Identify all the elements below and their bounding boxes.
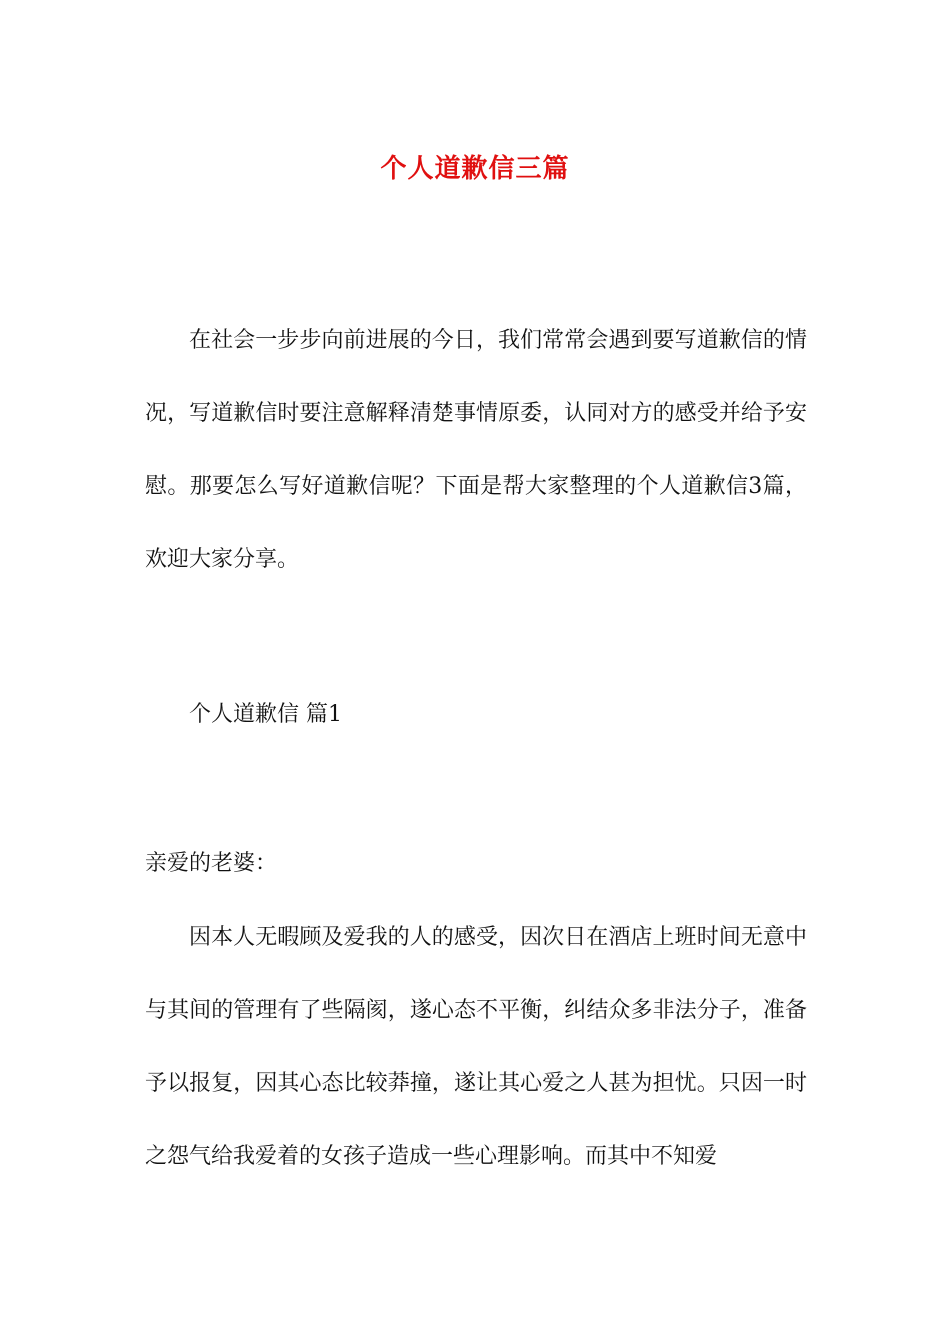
letter-body-paragraph: 因本人无暇顾及爱我的人的感受，因次日在酒店上班时间无意中与其间的管理有了些隔阂，遂心态不平衡，纠结众多非法分子，准备予以报复，因其心态比较莽撞，遂让其心爱之人甚为担忧。只因一时之怨气给我爱着的女孩子造成一些心理影响。而其中不知爱 <box>145 925 807 1169</box>
intro-paragraph: 在社会一步步向前进展的今日，我们常常会遇到要写道歉信的情况，写道歉信时要注意解释清楚事情原委，认同对方的感受并给予安慰。那要怎么写好道歉信呢？下面是帮大家整理的个人道歉信3篇，欢迎大家分享。 <box>145 328 807 572</box>
document-title: 个人道歉信三篇 <box>380 154 570 185</box>
letter-salutation: 亲爱的老婆： <box>145 851 278 876</box>
section-heading: 个人道歉信 篇1 <box>189 702 342 727</box>
